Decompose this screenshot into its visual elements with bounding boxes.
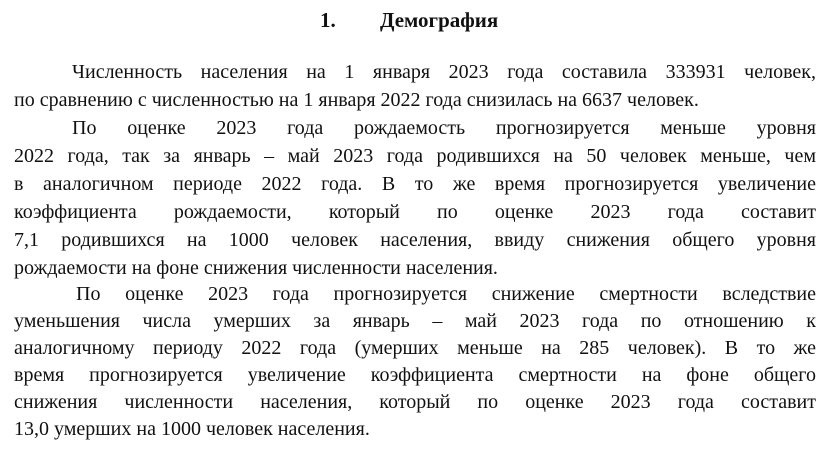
paragraph-line: рождаемости на фоне снижения численности населения. <box>14 257 498 279</box>
section-title: Демография <box>380 8 499 32</box>
section-number: 1. <box>320 8 336 32</box>
paragraph-line: по сравнению с численностью на 1 января 2022 года снизилась на 6637 человек. <box>14 89 699 111</box>
paragraph-line: 7,1 родившихся на 1000 человек населения, ввиду снижения общего уровня <box>14 229 816 251</box>
paragraph-line: 2022 года, так за январь – май 2023 года родившихся на 50 человек меньше, чем <box>14 145 816 167</box>
paragraph-line: аналогичному периоду 2022 года (умерших меньше на 285 человек). В то же <box>14 337 816 359</box>
paragraph-line: По оценке 2023 года рождаемость прогнозируется меньше уровня <box>72 117 816 139</box>
paragraph-line: время прогнозируется увеличение коэффициента смертности на фоне общего <box>14 364 816 386</box>
paragraph-line: 13,0 умерших на 1000 человек населения. <box>14 418 370 440</box>
section-heading <box>0 8 830 36</box>
paragraph-line: коэффициента рождаемости, который по оценке 2023 года составит <box>14 201 816 223</box>
paragraph-line: снижения численности населения, который по оценке 2023 года составит <box>14 391 816 413</box>
paragraph-line: По оценке 2023 года прогнозируется снижение смертности вследствие <box>76 283 816 305</box>
paragraph-line: Численность населения на 1 января 2023 года составила 333931 человек, <box>72 61 816 83</box>
paragraph-line: уменьшения числа умерших за январь – май 2023 года по отношению к <box>14 310 816 332</box>
paragraph-line: в аналогичном периоде 2022 года. В то же время прогнозируется увеличение <box>14 173 816 195</box>
